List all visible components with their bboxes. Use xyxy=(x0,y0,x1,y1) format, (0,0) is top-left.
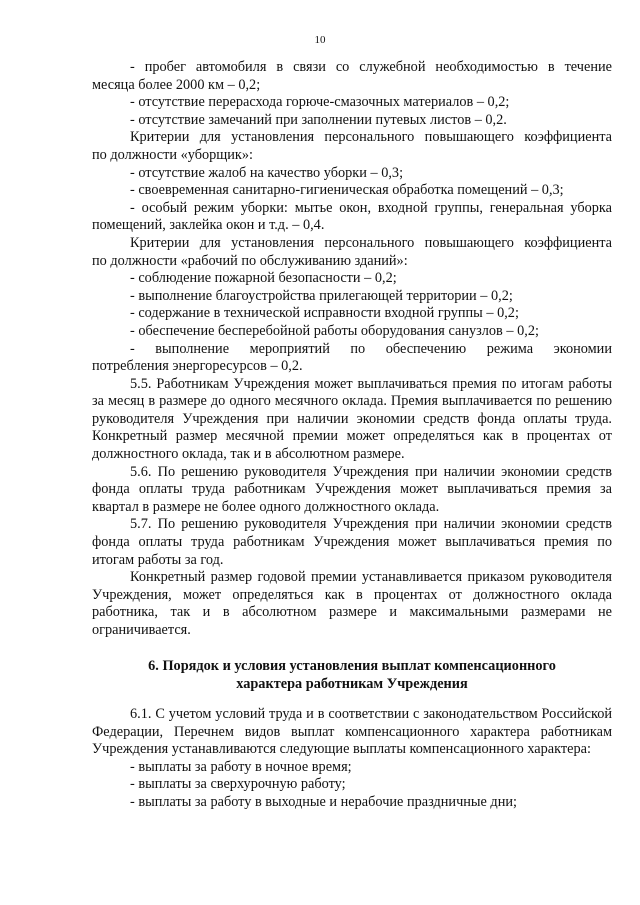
text-line: - своевременная санитарно-гигиеническая обработка помещений – 0,3; xyxy=(130,182,564,199)
text-line: - содержание в технической исправности входной группы – 0,2; xyxy=(130,305,519,322)
text-line: - выполнение мероприятий по обеспечению режима экономии xyxy=(130,340,612,357)
section-6-body xyxy=(92,706,612,812)
text-line: - обеспечение бесперебойной работы оборудования санузлов – 0,2; xyxy=(130,322,539,339)
paragraph-5-6: 5.6. По решению руководителя Учреждения при наличии экономии средств фонда оплаты труда работникам Учреждения может выплачиваться премия за квартал в размере не более одного должностного оклада. xyxy=(92,463,612,515)
document-body xyxy=(92,59,612,640)
paragraph-5-7: 5.7. По решению руководителя Учреждения при наличии экономии средств фонда оплаты труда работникам Учреждения может выплачиваться премия по итогам работы за год. xyxy=(92,516,612,568)
text-line: - отсутствие жалоб на качество уборки – 0,3; xyxy=(130,164,404,181)
text-line: - выполнение благоустройства прилегающей территории – 0,2; xyxy=(130,287,513,304)
text-line: - пробег автомобиля в связи со служебной необходимостью в течение xyxy=(130,59,612,75)
list-item: - выплаты за сверхурочную работу; xyxy=(130,776,346,793)
text-line: Критерии для установления персонального повышающего коэффициента xyxy=(130,129,612,146)
list-item: - выплаты за работу в ночное время; xyxy=(130,758,352,775)
text-line: потребления энергоресурсов – 0,2. xyxy=(92,358,303,375)
text-line: по должности «уборщик»: xyxy=(92,146,254,163)
paragraph-annual-bonus: Конкретный размер годовой премии устанавливается приказом руководителя Учреждения, может определяться как в процентах от должностного оклада работника, так и в абсолютном размере и максимальными размерами не ограничивается. xyxy=(92,569,612,638)
section-6-heading-line: характера работникам Учреждения xyxy=(236,675,468,692)
text-line: по должности «рабочий по обслуживанию зданий»: xyxy=(92,252,408,269)
text-line: - отсутствие замечаний при заполнении путевых листов – 0,2. xyxy=(130,111,507,128)
section-6-heading xyxy=(92,658,612,693)
text-line: - отсутствие перерасхода горюче-смазочных материалов – 0,2; xyxy=(130,94,510,111)
text-line: месяца более 2000 км – 0,2; xyxy=(92,76,261,93)
text-line: помещений, заклейка окон и т.д. – 0,4. xyxy=(92,217,325,234)
text-line: - соблюдение пожарной безопасности – 0,2; xyxy=(130,270,397,287)
list-item: - выплаты за работу в выходные и нерабочие праздничные дни; xyxy=(130,793,517,810)
text-line: Критерии для установления персонального повышающего коэффициента xyxy=(130,234,612,251)
text-line: - особый режим уборки: мытье окон, входной группы, генеральная уборка xyxy=(130,199,612,216)
paragraph-5-5: 5.5. Работникам Учреждения может выплачиваться премия по итогам работы за месяц в размере до одного месячного оклада. Премия выплачивается по решению руководителя Учреждения при наличии экономии средств фонда оплаты труда. Конкретный размер месячной премии может определяться как в процентах от должностного оклада, так и в абсолютном размере. xyxy=(92,375,612,463)
page-number: 10 xyxy=(314,34,326,46)
section-6-heading-line: 6. Порядок и условия установления выплат компенсационного xyxy=(148,658,556,674)
paragraph-6-1: 6.1. С учетом условий труда и в соответствии с законодательством Российской Федерации, Перечнем видов выплат компенсационного характера работникам Учреждения устанавливаются следующие выплаты компенсационного характера: xyxy=(92,706,612,758)
